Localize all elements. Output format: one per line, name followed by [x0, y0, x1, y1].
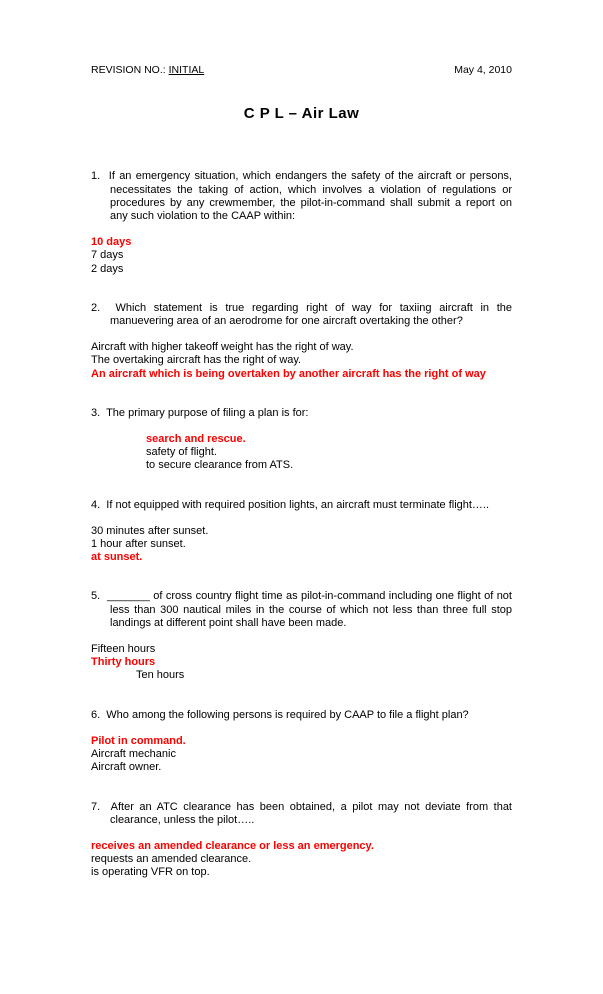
- options-list: [91, 341, 512, 381]
- answer-option: Aircraft owner.: [91, 761, 162, 774]
- answer-option: Ten hours: [136, 669, 185, 682]
- options-list: [91, 643, 512, 683]
- correct-answer-option: search and rescue.: [146, 433, 246, 446]
- question-block: [91, 302, 512, 381]
- question-block: [91, 801, 512, 880]
- correct-answer-option: Thirty hours: [91, 656, 156, 669]
- options-list: [91, 840, 512, 880]
- question-block: [91, 499, 512, 565]
- answer-option: 30 minutes after sunset.: [91, 524, 209, 537]
- options-list: [91, 735, 512, 775]
- revision-label: REVISION NO.:: [91, 64, 169, 76]
- options-list: [91, 525, 512, 565]
- answer-option: The overtaking aircraft has the right of way.: [91, 354, 302, 367]
- correct-answer-option: 10 days: [91, 236, 132, 249]
- questions-container: [91, 170, 512, 879]
- correct-answer-option: An aircraft which is being overtaken by another aircraft has the right of way: [91, 367, 486, 380]
- question-block: [91, 170, 512, 275]
- question-block: [91, 590, 512, 682]
- question-block: [91, 407, 512, 473]
- document-date: May 4, 2010: [454, 64, 512, 76]
- question-text: 3. The primary purpose of filing a plan is for:: [91, 406, 309, 419]
- options-list: [91, 433, 512, 473]
- answer-option: 1 hour after sunset.: [91, 538, 186, 551]
- answer-option: Aircraft with higher takeoff weight has the right of way.: [91, 341, 354, 354]
- answer-option: safety of flight.: [146, 446, 217, 459]
- document-header: [91, 64, 512, 77]
- answer-option: 7 days: [91, 249, 124, 262]
- correct-answer-option: receives an amended clearance or less an emergency.: [91, 839, 374, 852]
- question-text: 1. If an emergency situation, which endangers the safety of the aircraft or persons, necessitates the taking of action, which involves a violation of regulations or procedures by any crewmember, the pilot-in-command shall submit a report on any such violation to the CAAP within:: [91, 170, 512, 223]
- correct-answer-option: at sunset.: [91, 551, 143, 564]
- answer-option: to secure clearance from ATS.: [146, 459, 294, 472]
- answer-option: Aircraft mechanic: [91, 748, 176, 761]
- document-title: C P L – Air Law: [243, 105, 360, 123]
- answer-option: 2 days: [91, 262, 124, 275]
- answer-option: is operating VFR on top.: [91, 866, 210, 879]
- answer-option: Fifteen hours: [91, 643, 156, 656]
- question-text: 6. Who among the following persons is required by CAAP to file a flight plan?: [91, 708, 469, 721]
- question-text: 7. After an ATC clearance has been obtained, a pilot may not deviate from that clearance, unless the pilot…..: [91, 800, 512, 826]
- revision-value: INITIAL: [168, 64, 205, 76]
- question-text: 5. _______ of cross country flight time as pilot-in-command including one flight of not less than 300 nautical miles in the course of which not less than three full stop landings at different point shall have been made.: [91, 590, 512, 629]
- revision-no: [91, 64, 204, 77]
- question-text: 4. If not equipped with required position lights, an aircraft must terminate flight…..: [91, 498, 490, 511]
- question-block: [91, 709, 512, 775]
- correct-answer-option: Pilot in command.: [91, 734, 186, 747]
- question-text: 2. Which statement is true regarding right of way for taxiing aircraft in the manuevering area of an aerodrome for one aircraft overtaking the other?: [91, 301, 512, 328]
- answer-option: requests an amended clearance.: [91, 853, 252, 866]
- options-list: [91, 236, 512, 276]
